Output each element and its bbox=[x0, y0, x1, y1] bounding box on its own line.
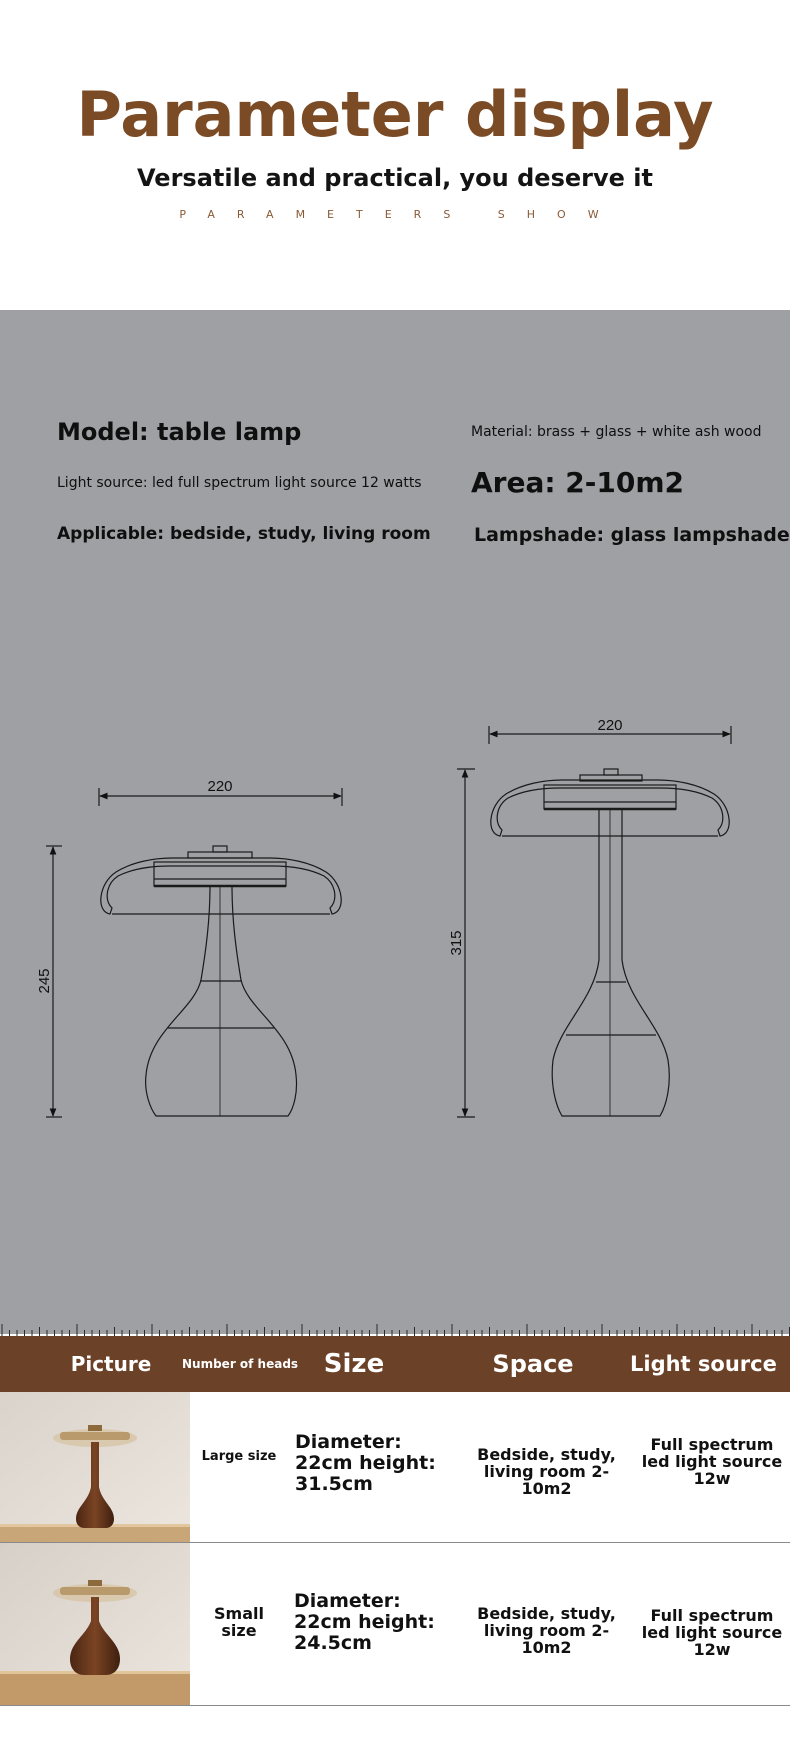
spec-model: Model: table lamp bbox=[57, 418, 302, 446]
small-lamp-drawing bbox=[46, 788, 342, 1117]
header-size: Size bbox=[323, 1349, 385, 1379]
spec-light-source: Light source: led full spectrum light source 12 watts bbox=[57, 475, 422, 491]
spec-area: Area: 2-10m2 bbox=[471, 466, 685, 499]
spec-lampshade: Lampshade: glass lampshade bbox=[474, 524, 790, 546]
ruler-ticks bbox=[0, 1318, 790, 1336]
heads-cell: Small size bbox=[214, 1604, 264, 1640]
large-lamp-drawing bbox=[457, 726, 731, 1117]
page-header bbox=[0, 0, 790, 310]
large-height-label: 315 bbox=[448, 930, 465, 956]
size-cell: Diameter: 22cm height: 31.5cm bbox=[295, 1431, 436, 1495]
small-height-label: 245 bbox=[36, 968, 53, 994]
table-header bbox=[0, 1336, 790, 1392]
space-cell: Bedside, study, living room 2-10m2 bbox=[477, 1445, 616, 1498]
lamp-dimension-drawings bbox=[0, 700, 790, 1130]
table-row bbox=[0, 1543, 790, 1706]
light-cell: Full spectrum led light source 12w bbox=[641, 1606, 783, 1659]
size-cell: Diameter: 22cm height: 24.5cm bbox=[294, 1590, 435, 1654]
heads-cell: Large size bbox=[201, 1449, 277, 1464]
table-row bbox=[0, 1392, 790, 1543]
header-picture: Picture bbox=[70, 1352, 152, 1376]
large-width-label: 220 bbox=[597, 717, 623, 734]
spec-applicable: Applicable: bedside, study, living room bbox=[57, 524, 431, 544]
light-cell: Full spectrum led light source 12w bbox=[641, 1435, 783, 1488]
page-tagline: PARAMETERS SHOW bbox=[179, 208, 621, 221]
header-number-of-heads: Number of heads bbox=[182, 1357, 299, 1371]
small-width-label: 220 bbox=[207, 778, 233, 795]
header-space: Space bbox=[492, 1350, 574, 1378]
space-cell: Bedside, study, living room 2-10m2 bbox=[477, 1604, 616, 1657]
header-light-source: Light source bbox=[630, 1352, 777, 1376]
lamp-photo-small bbox=[0, 1543, 190, 1705]
page-title: Parameter display bbox=[76, 78, 714, 151]
page-subtitle: Versatile and practical, you deserve it bbox=[137, 164, 653, 192]
lamp-photo-large bbox=[0, 1392, 190, 1542]
spec-material: Material: brass + glass + white ash wood bbox=[471, 424, 762, 440]
